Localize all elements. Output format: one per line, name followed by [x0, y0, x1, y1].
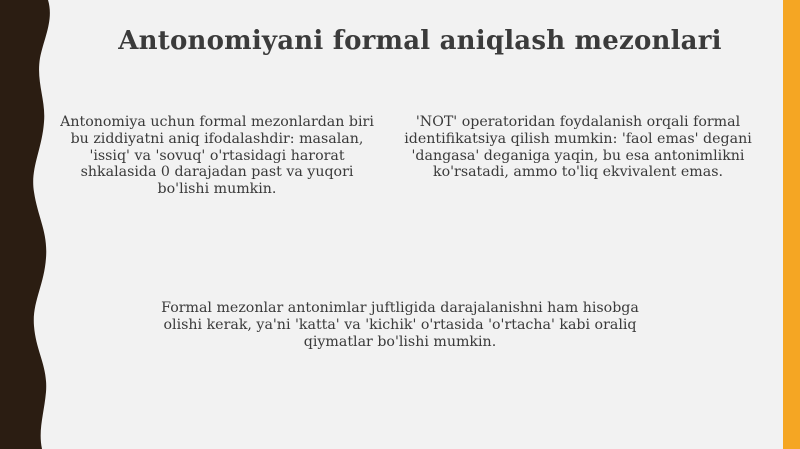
- left-wave-decoration: [0, 0, 70, 449]
- paragraph-bottom: Formal mezonlar antonimlar juftligida darajalanishni ham hisobga olishi kerak, ya'ni 'katta' va 'kichik' o'rtasida 'o'rtacha' kabi oraliq qiymatlar bo'lishi mumkin.: [161, 300, 639, 350]
- paragraph-left: Antonomiya uchun formal mezonlardan biri bu ziddiyatni aniq ifodalashdir: masalan, 'issiq' va 'sovuq' o'rtasidagi harorat shkalasida 0 darajadan past va yuqori bo'lishi mumkin.: [60, 114, 374, 198]
- right-accent-bar: [783, 0, 800, 449]
- paragraph-right: 'NOT' operatoridan foydalanish orqali formal identifikatsiya qilish mumkin: 'faol emas' degani 'dangasa' deganiga yaqin, bu esa antonimlikni ko'rsatadi, ammo to'liq ekvivalent emas.: [404, 114, 752, 181]
- slide-title: Antonomiyani formal aniqlash mezonlari: [118, 26, 722, 56]
